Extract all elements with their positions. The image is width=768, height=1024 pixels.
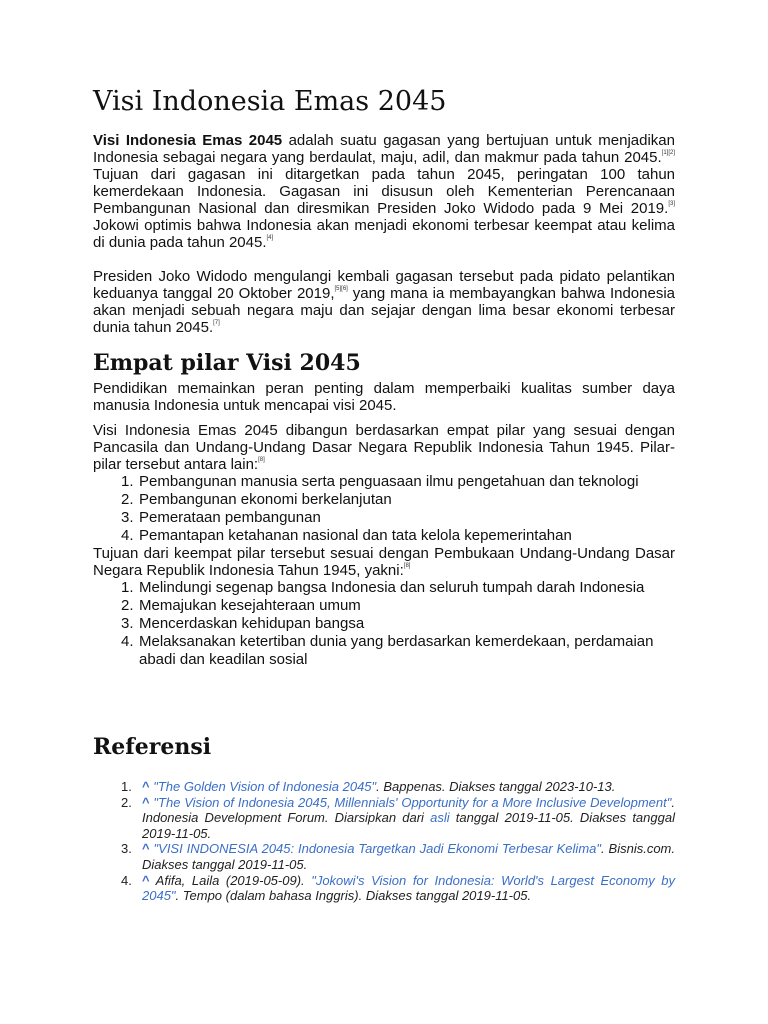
citation[interactable]: [8] xyxy=(403,563,411,569)
pilar-paragraph-2: Visi Indonesia Emas 2045 dibangun berdasarkan empat pilar yang sesuai dengan Pancasila dan Undang-Undang Dasar Negara Republik Indonesia Tahun 1945. Pilar-pilar tersebut antara lain:[8] xyxy=(93,422,675,473)
backlink-caret[interactable]: ^ xyxy=(142,872,150,888)
page-title: Visi Indonesia Emas 2045 xyxy=(93,86,447,117)
citation[interactable]: [1][2] xyxy=(661,150,675,156)
reference-list xyxy=(93,779,675,904)
reference-link[interactable]: "Jokowi's Vision for Indonesia: World's Largest Economy by 2045" xyxy=(142,872,675,904)
section-heading-referensi: Referensi xyxy=(93,734,212,760)
backlink-caret[interactable]: ^ xyxy=(142,841,150,857)
citation[interactable]: [3] xyxy=(668,201,675,207)
pilar-paragraph-1: Pendidikan memainkan peran penting dalam memperbaiki kualitas sumber daya manusia Indonesia untuk mencapai visi 2045. xyxy=(93,380,675,414)
section-heading-pilar: Empat pilar Visi 2045 xyxy=(93,350,361,376)
list-item: Mencerdaskan kehidupan bangsa xyxy=(139,615,365,632)
list-item: Pemantapan ketahanan nasional dan tata kelola kepemerintahan xyxy=(139,527,572,544)
list-item: Pembangunan ekonomi berkelanjutan xyxy=(139,491,392,508)
archive-link[interactable]: asli xyxy=(430,810,450,826)
reference-item: ^ Afifa, Laila (2019-05-09). "Jokowi's Vision for Indonesia: World's Largest Economy by 2045". Tempo (dalam bahasa Inggris). Diakses tanggal 2019-11-05. xyxy=(142,872,675,904)
backlink-caret[interactable]: ^ xyxy=(142,794,150,810)
list-item: Pembangunan manusia serta penguasaan ilmu pengetahuan dan teknologi xyxy=(139,473,639,490)
intro-lead: Visi Indonesia Emas 2045 xyxy=(93,132,283,149)
pilar-list xyxy=(93,473,675,545)
list-item: Memajukan kesejahteraan umum xyxy=(139,597,361,614)
reference-link[interactable]: "The Vision of Indonesia 2045, Millennials' Opportunity for a More Inclusive Development" xyxy=(153,794,672,810)
reference-link[interactable]: "VISI INDONESIA 2045: Indonesia Targetkan Jadi Ekonomi Terbesar Kelima" xyxy=(153,841,601,857)
reference-link[interactable]: "The Golden Vision of Indonesia 2045" xyxy=(153,779,377,794)
article-body xyxy=(93,84,675,904)
reference-item: ^ "The Vision of Indonesia 2045, Millennials' Opportunity for a More Inclusive Development". Indonesia Development Forum. Diarsipkan dari asli tanggal 2019-11-05. Diakses tanggal 2019-11-05. xyxy=(142,794,675,841)
list-item: Pemerataan pembangunan xyxy=(139,509,321,526)
tujuan-list xyxy=(93,579,675,669)
reference-item: ^ "VISI INDONESIA 2045: Indonesia Targetkan Jadi Ekonomi Terbesar Kelima". Bisnis.com. Diakses tanggal 2019-11-05. xyxy=(142,841,675,872)
intro-paragraph-1: Visi Indonesia Emas 2045 adalah suatu gagasan yang bertujuan untuk menjadikan Indonesia sebagai negara yang berdaulat, maju, adil, dan makmur pada tahun 2045.[1][2] Tujuan dari gagasan ini ditargetkan pada tahun 2045, peringatan 100 tahun kemerdekaan Indonesia. Gagasan ini disusun oleh Kementerian Perencanaan Pembangunan Nasional dan diresmikan Presiden Joko Widodo pada 9 Mei 2019.[3] Jokowi optimis bahwa Indonesia akan menjadi ekonomi terbesar keempat atau kelima di dunia pada tahun 2045.[4] xyxy=(93,132,675,251)
list-item: Melindungi segenap bangsa Indonesia dan seluruh tumpah darah Indonesia xyxy=(139,579,645,596)
citation[interactable]: [5][6] xyxy=(334,286,348,292)
backlink-caret[interactable]: ^ xyxy=(142,779,150,794)
reference-item: ^ "The Golden Vision of Indonesia 2045". Bappenas. Diakses tanggal 2023-10-13. xyxy=(142,779,616,794)
citation[interactable]: [7] xyxy=(213,320,220,326)
list-item: Melaksanakan ketertiban dunia yang berdasarkan kemerdekaan, perdamaian abadi dan keadilan sosial xyxy=(139,633,654,668)
pilar-paragraph-3: Tujuan dari keempat pilar tersebut sesuai dengan Pembukaan Undang-Undang Dasar Negara Republik Indonesia Tahun 1945, yakni:[8] xyxy=(93,545,675,579)
citation[interactable]: [8] xyxy=(258,457,265,463)
citation[interactable]: [4] xyxy=(266,235,274,241)
intro-paragraph-2: Presiden Joko Widodo mengulangi kembali gagasan tersebut pada pidato pelantikan keduanya tanggal 20 Oktober 2019,[5][6] yang mana ia membayangkan bahwa Indonesia akan menjadi sebuah negara maju dan sejajar dengan lima besar ekonomi terbesar dunia tahun 2045.[7] xyxy=(93,268,675,336)
